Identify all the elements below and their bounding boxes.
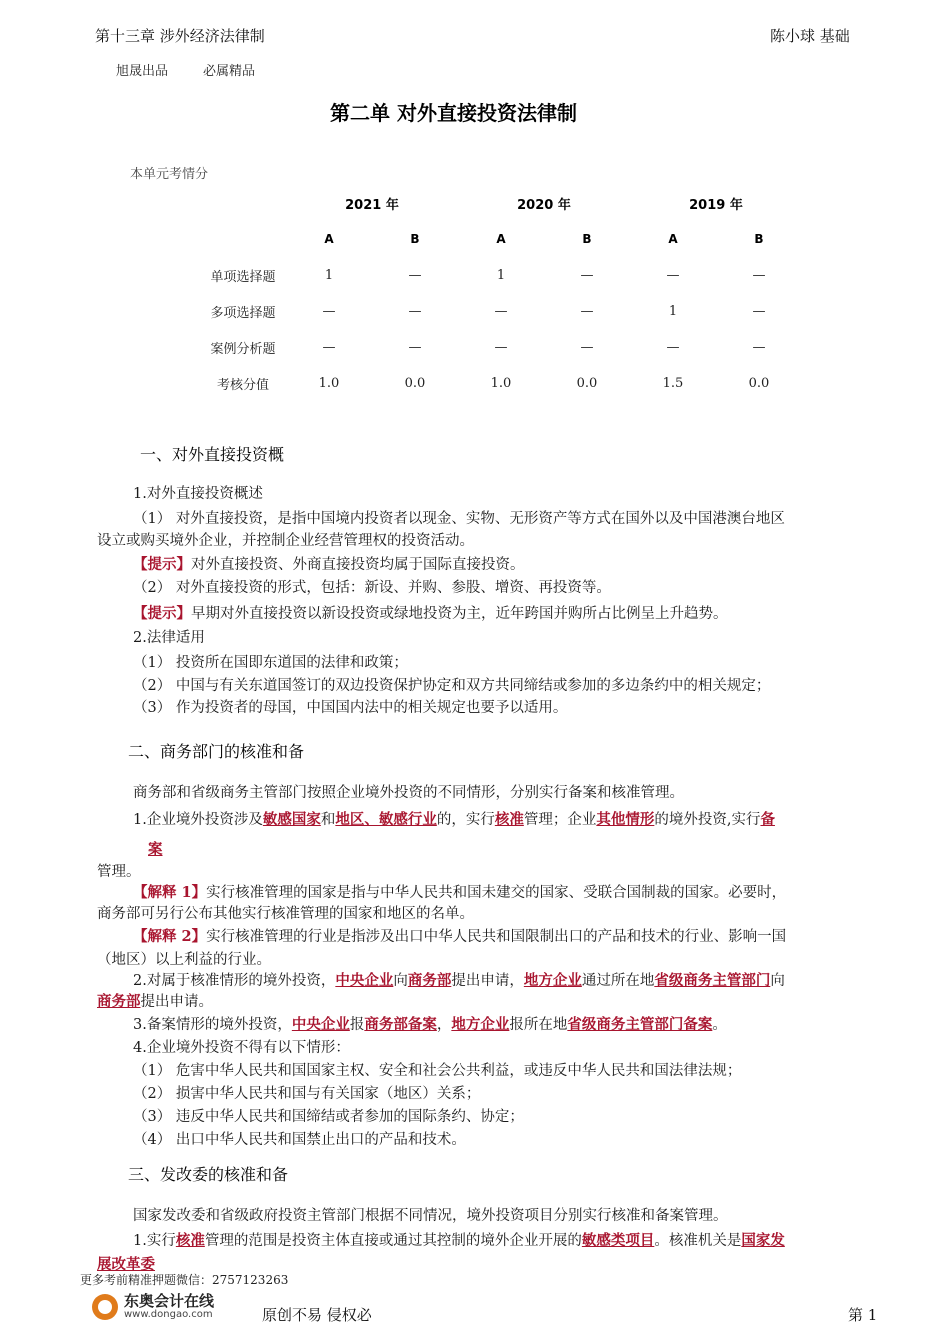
table-cell: 1 [324,267,334,283]
paragraph [97,991,213,1013]
list-item: （3） 作为投资者的母国，中国国内法中的相关规定也要予以适用。 [133,700,568,716]
keyword: 核准 [175,1232,205,1249]
table-cell: — [322,303,336,319]
table-cell: — [494,303,508,319]
chapter-header: 第十三章 涉外经济法律制 [95,27,265,45]
tip-text: 对外直接投资、外商直接投资均属于国际直接投资。 [191,557,525,573]
paragraph: 国家发改委和省级政府投资主管部门根据不同情况，境外投资项目分别实行核准和备案管理。 [133,1208,728,1224]
text: 1.实行 [133,1233,176,1249]
table-cell: 1.5 [662,375,684,391]
keyword: 省级商务主管部门 [654,972,771,989]
subheading: 2.法律适用 [133,630,205,646]
year-cell: 2020 年 [517,197,571,213]
list-item: （1） 投资所在国即东道国的法律和政策； [133,655,408,671]
text: 提出申请， [451,973,524,989]
text: 管理；企业 [523,812,597,828]
table-cell: — [752,339,766,355]
table-cell: — [322,339,336,355]
table-cell: — [408,339,422,355]
paragraph: 商务部可另行公布其他实行核准管理的国家和地区的名单。 [97,906,474,922]
explanation-line [133,882,786,904]
table-row [200,329,802,365]
table-cell: — [752,267,766,283]
text: 管理的范围是投资主体直接或通过其控制的境外企业开展的 [204,1233,582,1249]
text: 。 [712,1017,727,1033]
table-row [200,365,802,401]
table-cell: — [408,303,422,319]
exam-caption: 本单元考情分 [130,167,209,182]
section-heading-2: 二、商务部门的核准和备 [128,742,305,761]
exam-stats-table [200,185,802,401]
col-b: B [582,232,592,246]
table-cell: — [666,267,680,283]
year-cell: 2019 年 [689,197,743,213]
copyright-note: 原创不易 侵权必 [262,1306,372,1324]
table-cell: 1.0 [490,375,512,391]
keyword: 地方企业 [523,972,582,989]
keyword: 备 [760,811,775,828]
text: 向 [770,973,785,989]
table-cell: — [580,303,594,319]
col-a: A [496,232,506,246]
table-cell: — [408,267,422,283]
paragraph: （地区）以上利益的行业。 [97,952,271,968]
tip-text: 早期对外直接投资以新设投资或绿地投资为主，近年跨国并购所占比例呈上升趋势。 [191,606,728,622]
text: 1.企业境外投资涉及 [133,812,263,828]
keyword: 地方企业 [451,1016,510,1033]
section-heading-3: 三、发改委的核准和备 [128,1165,289,1184]
table-cell: 1 [496,267,506,283]
table-cell: — [494,339,508,355]
paragraph: 商务部和省级商务主管部门按照企业境外投资的不同情形，分别实行备案和核准管理。 [133,785,684,801]
dongao-logo [92,1290,242,1330]
paragraph [133,970,785,992]
text: ， [436,1017,452,1033]
table-cell: 0.0 [404,375,426,391]
paragraph: （1） 对外直接投资，是指中国境内投资者以现金、实物、无形资产等方式在国外以及中国港澳台地区 [133,511,785,527]
explanation-line [133,926,786,948]
brand-label-2: 必属精品 [203,64,256,79]
brand-label-1: 旭晟出品 [116,64,169,79]
table-row [200,293,802,329]
row-label: 多项选择题 [210,305,276,321]
keyword: 敏感类项目 [581,1232,655,1249]
tip-label: 【提示】 [133,605,191,622]
tip-line [133,603,728,625]
keyword: 案 [148,841,163,858]
table-cell: — [580,267,594,283]
paragraph [133,1230,785,1252]
keyword: 国家发 [741,1232,785,1249]
text: 和 [320,812,336,828]
text: 的，实行 [436,812,495,828]
keyword: 地区、敏感行业 [335,811,437,828]
author-header: 陈小球 基础 [770,27,850,45]
table-cell: — [580,339,594,355]
text: 的境外投资,实行 [654,812,761,828]
paragraph: 管理。 [97,864,141,880]
paragraph [133,1014,727,1036]
table-cell: — [666,339,680,355]
paragraph: 设立或购买境外企业，并控制企业经营管理权的投资活动。 [97,533,474,549]
year-cell: 2021 年 [345,197,399,213]
list-item: （2） 损害中华人民共和国与有关国家（地区）关系； [133,1086,481,1102]
keyword: 敏感国家 [262,811,321,828]
logo-url: www.dongao.com [124,1309,213,1320]
explanation-label: 【解释 2】 [133,928,207,945]
table-year-row [200,185,802,221]
section-heading-1: 一、对外直接投资概 [140,445,285,464]
text: 实行核准管理的国家是指与中华人民共和国未建交的国家、受联合国制裁的国家。必要时， [206,885,787,901]
table-cell: 0.0 [748,375,770,391]
text: 提出申请。 [140,994,213,1010]
text: 实行核准管理的行业是指涉及出口中华人民共和国限制出口的产品和技术的行业、影响一国 [206,929,787,945]
col-b: B [754,232,764,246]
keyword: 商务部 [407,972,452,989]
keyword: 核准 [494,811,524,828]
row-label: 考核分值 [216,377,269,393]
keyword: 商务部备案 [364,1016,437,1033]
table-cell: 1 [668,303,678,319]
table-cell: — [752,303,766,319]
paragraph: （2） 对外直接投资的形式，包括：新设、并购、参股、增资、再投资等。 [133,580,611,596]
paragraph [148,839,163,861]
keyword: 展改革委 [97,1256,155,1273]
logo-text: 东奥会计在线 [124,1292,215,1310]
keyword: 商务部 [97,993,141,1010]
keyword: 中央企业 [291,1016,350,1033]
table-cell: 1.0 [318,375,340,391]
paragraph [133,809,775,831]
paragraph [97,1254,155,1273]
text: 。核准机关是 [654,1233,742,1249]
keyword: 省级商务主管部门备案 [567,1016,713,1033]
table-row [200,257,802,293]
list-item: （1） 危害中华人民共和国国家主权、安全和社会公共利益，或违反中华人民共和国法律法规； [133,1063,742,1079]
text: 通过所在地 [581,973,655,989]
tip-line [133,554,525,576]
table-cell: 0.0 [576,375,598,391]
text: 报所在地 [509,1017,568,1033]
page-title: 第二单 对外直接投资法律制 [330,101,577,125]
col-b: B [410,232,420,246]
list-item: （2） 中国与有关东道国签订的双边投资保护协定和双方共同缔结或参加的多边条约中的相关规定； [133,678,771,694]
table-ab-row [200,221,802,257]
explanation-label: 【解释 1】 [133,884,207,901]
text: 3.备案情形的境外投资， [133,1017,292,1033]
logo-icon [92,1294,118,1320]
wechat-note: 更多考前精准押题微信：2757123263 [80,1273,289,1287]
col-a: A [324,232,334,246]
col-a: A [668,232,678,246]
tip-label: 【提示】 [133,556,191,573]
paragraph: 4.企业境外投资不得有以下情形： [133,1040,350,1056]
row-label: 单项选择题 [210,269,276,285]
keyword: 其他情形 [596,811,655,828]
list-item: （3） 违反中华人民共和国缔结或者参加的国际条约、协定； [133,1109,524,1125]
subheading: 1.对外直接投资概述 [133,486,263,502]
text: 报 [349,1017,365,1033]
text: 2.对属于核准情形的境外投资， [133,973,336,989]
row-label: 案例分析题 [210,341,276,357]
keyword: 中央企业 [335,972,394,989]
text: 向 [393,973,408,989]
page-number: 第 1 [848,1306,878,1324]
list-item: （4） 出口中华人民共和国禁止出口的产品和技术。 [133,1132,466,1148]
